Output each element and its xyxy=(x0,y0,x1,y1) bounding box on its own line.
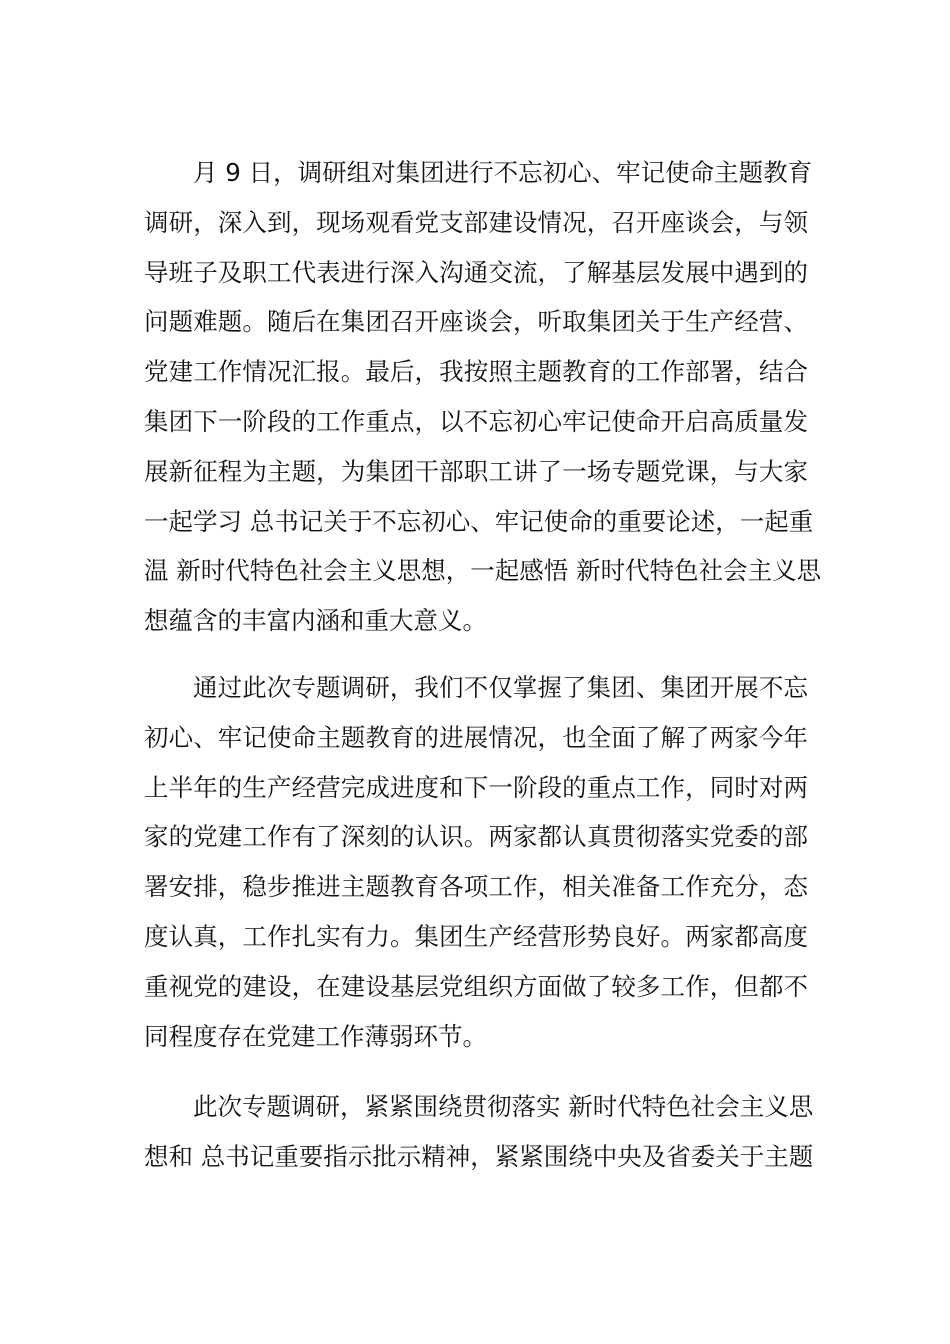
text-line: 调研，深入到，现场观看党支部建设情况，召开座谈会，与领 xyxy=(144,207,808,237)
text-line: 展新征程为主题，为集团干部职工讲了一场专题党课，与大家 xyxy=(144,456,808,486)
text-line: 此次专题调研，紧紧围绕贯彻落实 新时代特色社会主义思 xyxy=(193,1092,814,1121)
text-line: 度认真，工作扎实有力。集团生产经营形势良好。两家都高度 xyxy=(144,922,808,951)
text-line: 集团下一阶段的工作重点，以不忘初心牢记使命开启高质量发 xyxy=(144,407,808,436)
text-line: 同程度存在党建工作薄弱环节。 xyxy=(144,1021,487,1051)
text-line: 想和 总书记重要指示批示精神，紧紧围绕中央及省委关于主题 xyxy=(144,1141,814,1171)
text-line: 导班子及职工代表进行深入沟通交流，了解基层发展中遇到的 xyxy=(144,257,808,287)
text-line: 党建工作情况汇报。最后，我按照主题教育的工作部署，结合 xyxy=(144,357,808,387)
text-line: 想蕴含的丰富内涵和重大意义。 xyxy=(144,606,487,636)
text-line: 初心、牢记使命主题教育的进展情况，也全面了解了两家今年 xyxy=(144,722,808,752)
text-line: 温 新时代特色社会主义思想，一起感悟 新时代特色社会主义思 xyxy=(144,556,822,586)
text-line: 重视党的建设，在建设基层党组织方面做了较多工作，但都不 xyxy=(144,971,808,1001)
text-line: 上半年的生产经营完成进度和下一阶段的重点工作，同时对两 xyxy=(144,772,808,802)
text-line: 通过此次专题调研，我们不仅掌握了集团、集团开展不忘 xyxy=(193,673,808,702)
text-line: 一起学习 总书记关于不忘初心、牢记使命的重要论述，一起重 xyxy=(144,506,814,536)
text-line: 署安排，稳步推进主题教育各项工作，相关准备工作充分，态 xyxy=(144,872,808,902)
text-line: 家的党建工作有了深刻的认识。两家都认真贯彻落实党委的部 xyxy=(144,822,808,852)
text-line: 问题难题。随后在集团召开座谈会，听取集团关于生产经营、 xyxy=(144,307,808,337)
text-line: 月 9 日，调研组对集团进行不忘初心、牢记使命主题教育 xyxy=(193,158,813,187)
